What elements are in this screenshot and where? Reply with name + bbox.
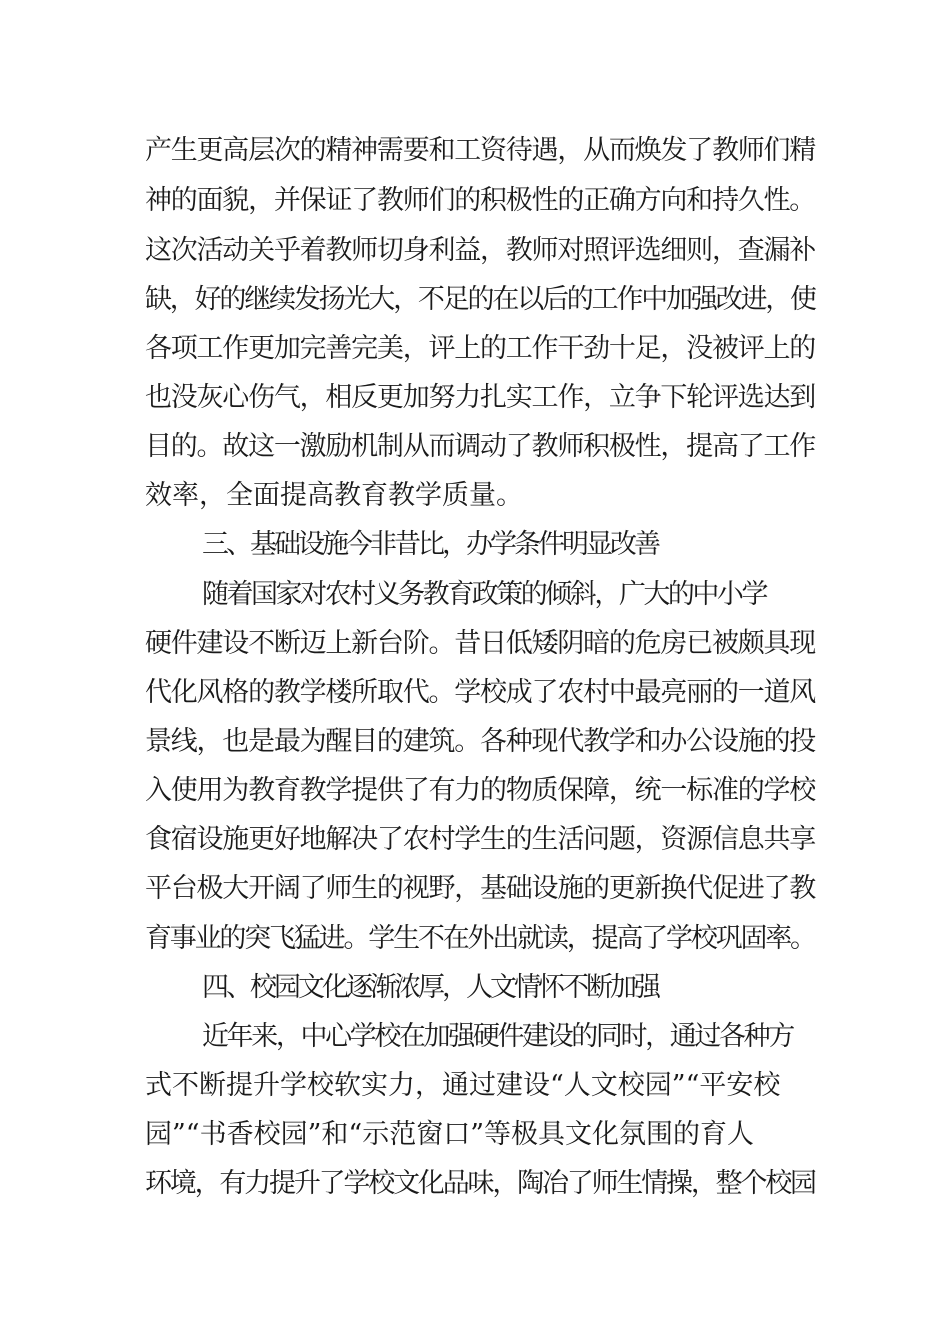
text-line: 园”“书香校园”和“示范窗口”等极具文化氛围的育人	[145, 1119, 755, 1150]
text-line: 硬件建设不断迈上新台阶。昔日低矮阴暗的危房已被颇具现	[145, 628, 816, 659]
section-heading: 三、基础设施今非昔比，办学条件明显改善	[202, 529, 658, 560]
text-line: 产生更高层次的精神需要和工资待遇，从而焕发了教师们精	[145, 135, 816, 166]
section-heading: 四、校园文化逐渐浓厚，人文情怀不断加强	[202, 972, 658, 1003]
text-line: 代化风格的教学楼所取代。学校成了农村中最亮丽的一道风	[145, 677, 816, 708]
text-line: 环境，有力提升了学校文化品味，陶冶了师生情操，整个校园	[145, 1168, 815, 1199]
text-line: 这次活动关乎着教师切身利益，教师对照评选细则，查漏补	[145, 235, 816, 266]
text-line: 近年来，中心学校在加强硬件建设的同时，通过各种方	[202, 1021, 793, 1052]
text-line: 式不断提升学校软实力，通过建设“人文校园”“平安校	[145, 1070, 781, 1101]
text-line: 食宿设施更好地解决了农村学生的生活问题，资源信息共享	[145, 824, 816, 855]
text-line: 也没灰心伤气，相反更加努力扎实工作，立争下轮评选达到	[145, 382, 816, 413]
text-line: 神的面貌，并保证了教师们的积极性的正确方向和持久性。	[145, 185, 816, 216]
text-line: 随着国家对农村义务教育政策的倾斜，广大的中小学	[202, 579, 766, 610]
text-line: 目的。故这一激励机制从而调动了教师积极性，提高了工作	[145, 431, 816, 462]
text-line: 效率，全面提高教育教学质量。	[145, 480, 523, 511]
text-line: 景线，也是最为醒目的建筑。各种现代教学和办公设施的投	[145, 726, 816, 757]
text-line: 缺，好的继续发扬光大，不足的在以后的工作中加强改进，使	[145, 284, 815, 315]
text-line: 育事业的突飞猛进。学生不在外出就读，提高了学校巩固率。	[145, 923, 815, 954]
text-line: 各项工作更加完善完美，评上的工作干劲十足，没被评上的	[145, 333, 816, 364]
text-line: 入使用为教育教学提供了有力的物质保障，统一标准的学校	[145, 775, 816, 806]
text-line: 平台极大开阔了师生的视野，基础设施的更新换代促进了教	[145, 873, 816, 904]
